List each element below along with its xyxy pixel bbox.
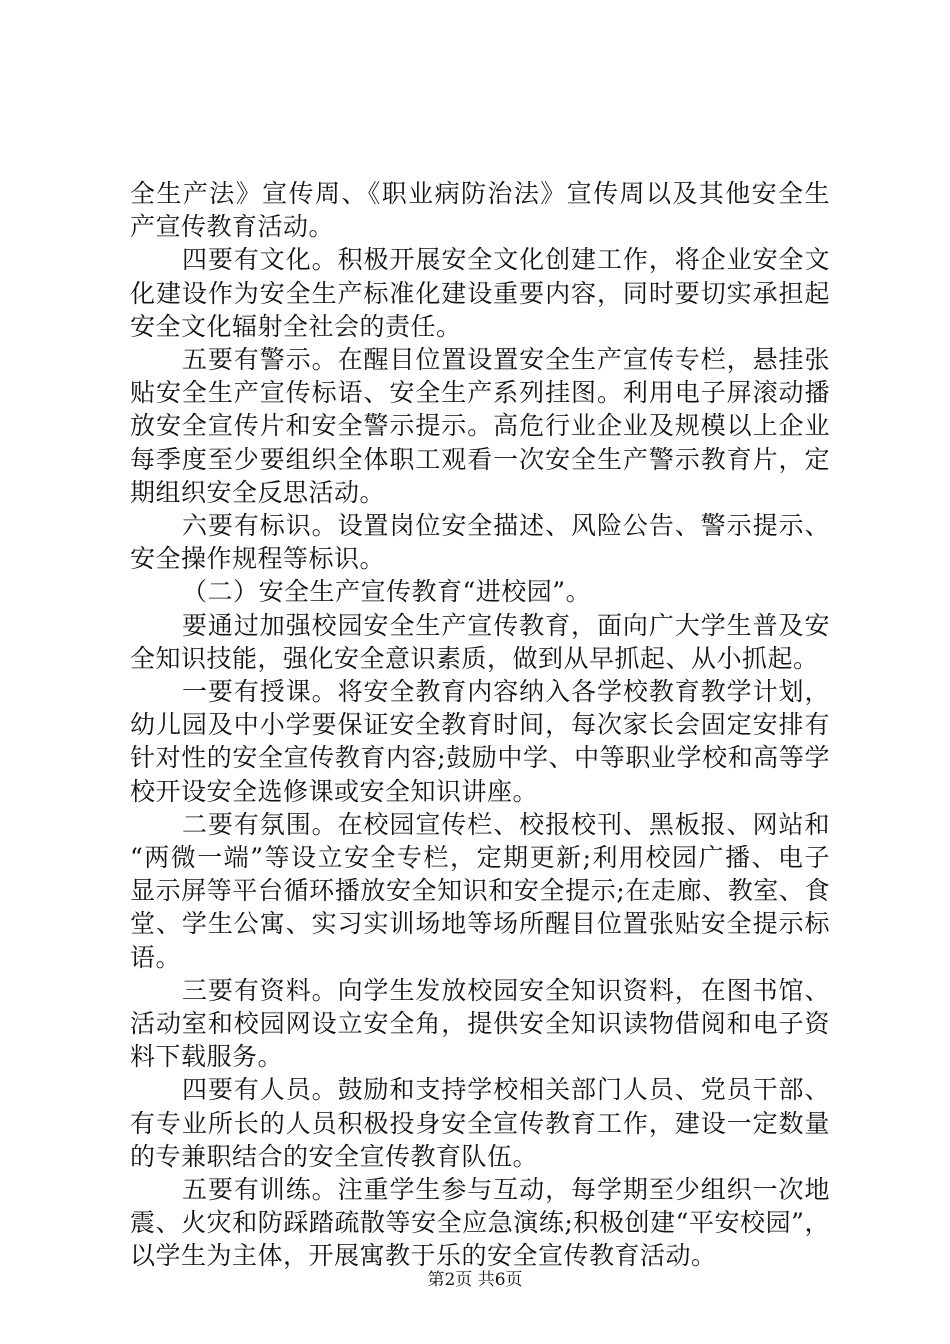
text-line: 六要有标识。设置岗位安全描述、风险公告、警示提示、 [182,511,830,540]
text-line: 安全操作规程等标识。 [130,544,386,574]
text-line: 安全文化辐射全社会的责任。 [130,311,462,341]
text-line: 显示屏等平台循环播放安全知识和安全提示;在走廊、教室、食 [130,876,830,906]
text-line: 五要有警示。在醒目位置设置安全生产宣传专栏，悬挂张 [182,345,830,374]
text-line: “两微一端”等设立安全专栏，定期更新;利用校园广播、电子 [130,843,830,872]
text-line: 活动室和校园网设立安全角，提供安全知识读物借阅和电子资 [130,1009,830,1038]
text-line: 全生产法》宣传周、《职业病防治法》宣传周以及其他安全生 [130,179,830,208]
text-line: 放安全宣传片和安全警示提示。高危行业企业及规模以上企业 [130,411,830,441]
text-line: 三要有资料。向学生发放校园安全知识资料，在图书馆、 [182,975,830,1005]
text-line: 幼儿园及中小学要保证安全教育时间，每次家长会固定安排有 [130,710,830,740]
text-line: 五要有训练。注重学生参与互动，每学期至少组织一次地 [182,1175,830,1204]
text-line: 贴安全生产宣传标语、安全生产系列挂图。利用电子屏滚动播 [130,378,830,408]
text-line: 语。 [130,942,182,972]
text-line: 堂、学生公寓、实习实训场地等场所醒目位置张贴安全提示标 [130,909,830,939]
section-heading: （二）安全生产宣传教育“进校园”。 [182,577,592,607]
text-line: 一要有授课。将安全教育内容纳入各学校教育教学计划， [182,677,830,706]
text-line: 二要有氛围。在校园宣传栏、校报校刊、黑板报、网站和 [182,809,830,839]
text-line: 每季度至少要组织全体职工观看一次安全生产警示教育片，定 [130,444,830,474]
text-line: 全知识技能，强化安全意识素质，做到从早抓起、从小抓起。 [130,643,819,673]
text-line: 校开设安全选修课或安全知识讲座。 [130,776,539,806]
text-line: 要通过加强校园安全生产宣传教育，面向广大学生普及安 [182,610,830,640]
page-number-footer: 第2页 共6页 [427,1270,523,1290]
text-line: 以学生为主体，开展寓教于乐的安全宣传教育活动。 [130,1241,717,1271]
text-line: 的专兼职结合的安全宣传教育队伍。 [130,1141,539,1171]
text-line: 四要有文化。积极开展安全文化创建工作，将企业安全文 [182,245,830,275]
text-line: 震、火灾和防踩踏疏散等安全应急演练;积极创建“平安校园”， [130,1208,830,1238]
text-line: 针对性的安全宣传教育内容;鼓励中学、中等职业学校和高等学 [130,743,830,773]
text-line: 期组织安全反思活动。 [130,477,386,507]
text-line: 有专业所长的人员积极投身安全宣传教育工作，建设一定数量 [130,1108,830,1138]
text-line: 四要有人员。鼓励和支持学校相关部门人员、党员干部、 [182,1075,830,1105]
text-line: 产宣传教育活动。 [130,212,335,242]
text-line: 料下载服务。 [130,1042,284,1072]
text-line: 化建设作为安全生产标准化建设重要内容，同时要切实承担起 [130,278,830,308]
